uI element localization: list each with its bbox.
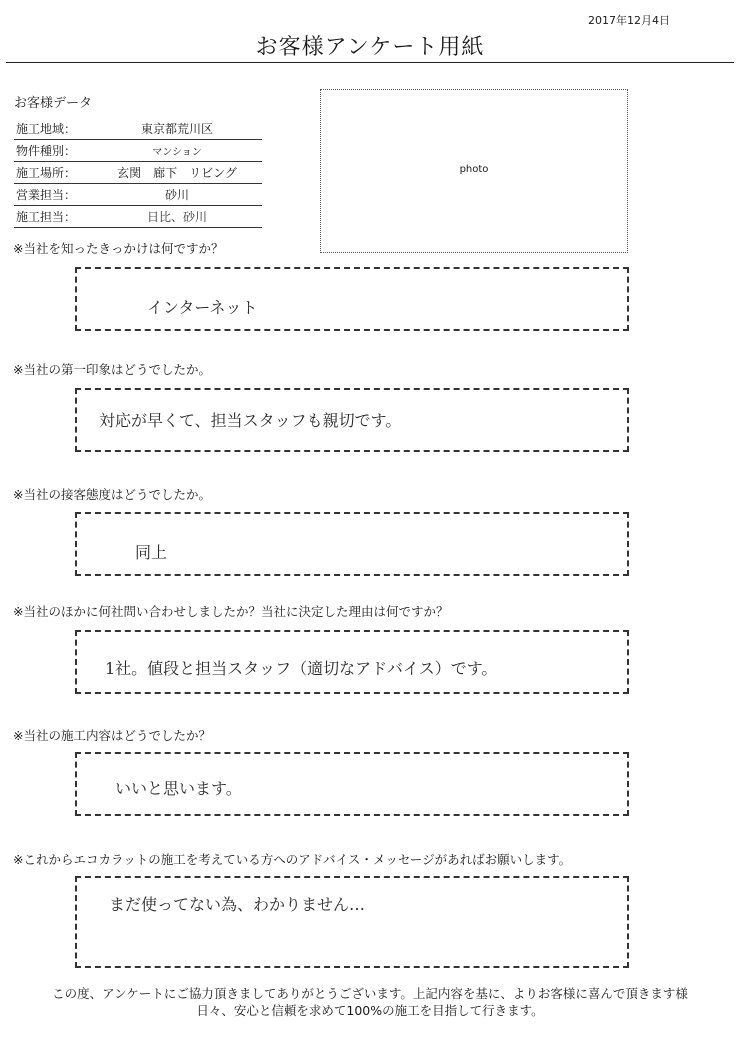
answer-text: まだ使ってない為、わかりません… <box>109 895 366 914</box>
answer-box <box>75 267 629 331</box>
answer-text: 対応が早くて、担当スタッフも親切です。 <box>99 411 402 430</box>
customer-row-label: 施工場所： <box>14 162 92 184</box>
question-label: ※当社の接客態度はどうでしたか。 <box>13 487 211 502</box>
footer-line-2: 日々、安心と信頼を求めて100%の施工を目指して行きます。 <box>196 1003 544 1018</box>
customer-row <box>14 140 262 162</box>
customer-row-label: 施工地域： <box>14 118 92 140</box>
footer-line-1: この度、アンケートにご協力頂きましてありがとうございます。上記内容を基に、よりお客様に喜んで頂きます様 <box>52 986 688 1001</box>
page-title: お客様アンケート用紙 <box>255 35 485 60</box>
customer-row <box>14 118 262 140</box>
answer-box <box>75 388 629 452</box>
customer-row-value: 東京都荒川区 <box>92 118 262 140</box>
answer-box <box>75 630 629 694</box>
date: 2017年12月4日 <box>588 14 670 27</box>
customer-row-value: マンション <box>92 140 262 162</box>
answer-box <box>75 512 629 576</box>
customer-data-heading: お客様データ <box>14 96 93 111</box>
customer-row-value: 日比、砂川 <box>92 206 262 228</box>
customer-row <box>14 206 262 228</box>
photo-placeholder <box>320 89 628 253</box>
answer-text: 1社。値段と担当スタッフ（適切なアドバイス）です。 <box>105 659 498 678</box>
customer-row-value: 玄関 廊下 リビング <box>92 162 262 184</box>
answer-text: 同上 <box>135 543 168 562</box>
photo-label: photo <box>459 164 489 175</box>
question-label: ※当社を知ったきっかけは何ですか？ <box>13 241 224 256</box>
customer-row-value: 砂川 <box>92 184 262 206</box>
question-label: ※これからエコカラットの施工を考えている方へのアドバイス・メッセージがあればお願いします。 <box>13 852 572 867</box>
question-label: ※当社の施工内容はどうでしたか？ <box>13 728 211 743</box>
customer-data-table <box>14 118 262 228</box>
answer-text: インターネット <box>147 298 258 317</box>
customer-row-label: 施工担当： <box>14 206 92 228</box>
customer-row <box>14 162 262 184</box>
customer-row-label: 物件種別： <box>14 140 92 162</box>
question-label: ※当社のほかに何社問い合わせしましたか？当社に決定した理由は何ですか？ <box>13 604 449 619</box>
answer-box <box>75 752 629 816</box>
title-rule <box>6 62 734 63</box>
answer-box <box>75 876 629 968</box>
customer-row-label: 営業担当： <box>14 184 92 206</box>
customer-row <box>14 184 262 206</box>
answer-text: いいと思います。 <box>115 779 242 798</box>
question-label: ※当社の第一印象はどうでしたか。 <box>13 362 211 377</box>
